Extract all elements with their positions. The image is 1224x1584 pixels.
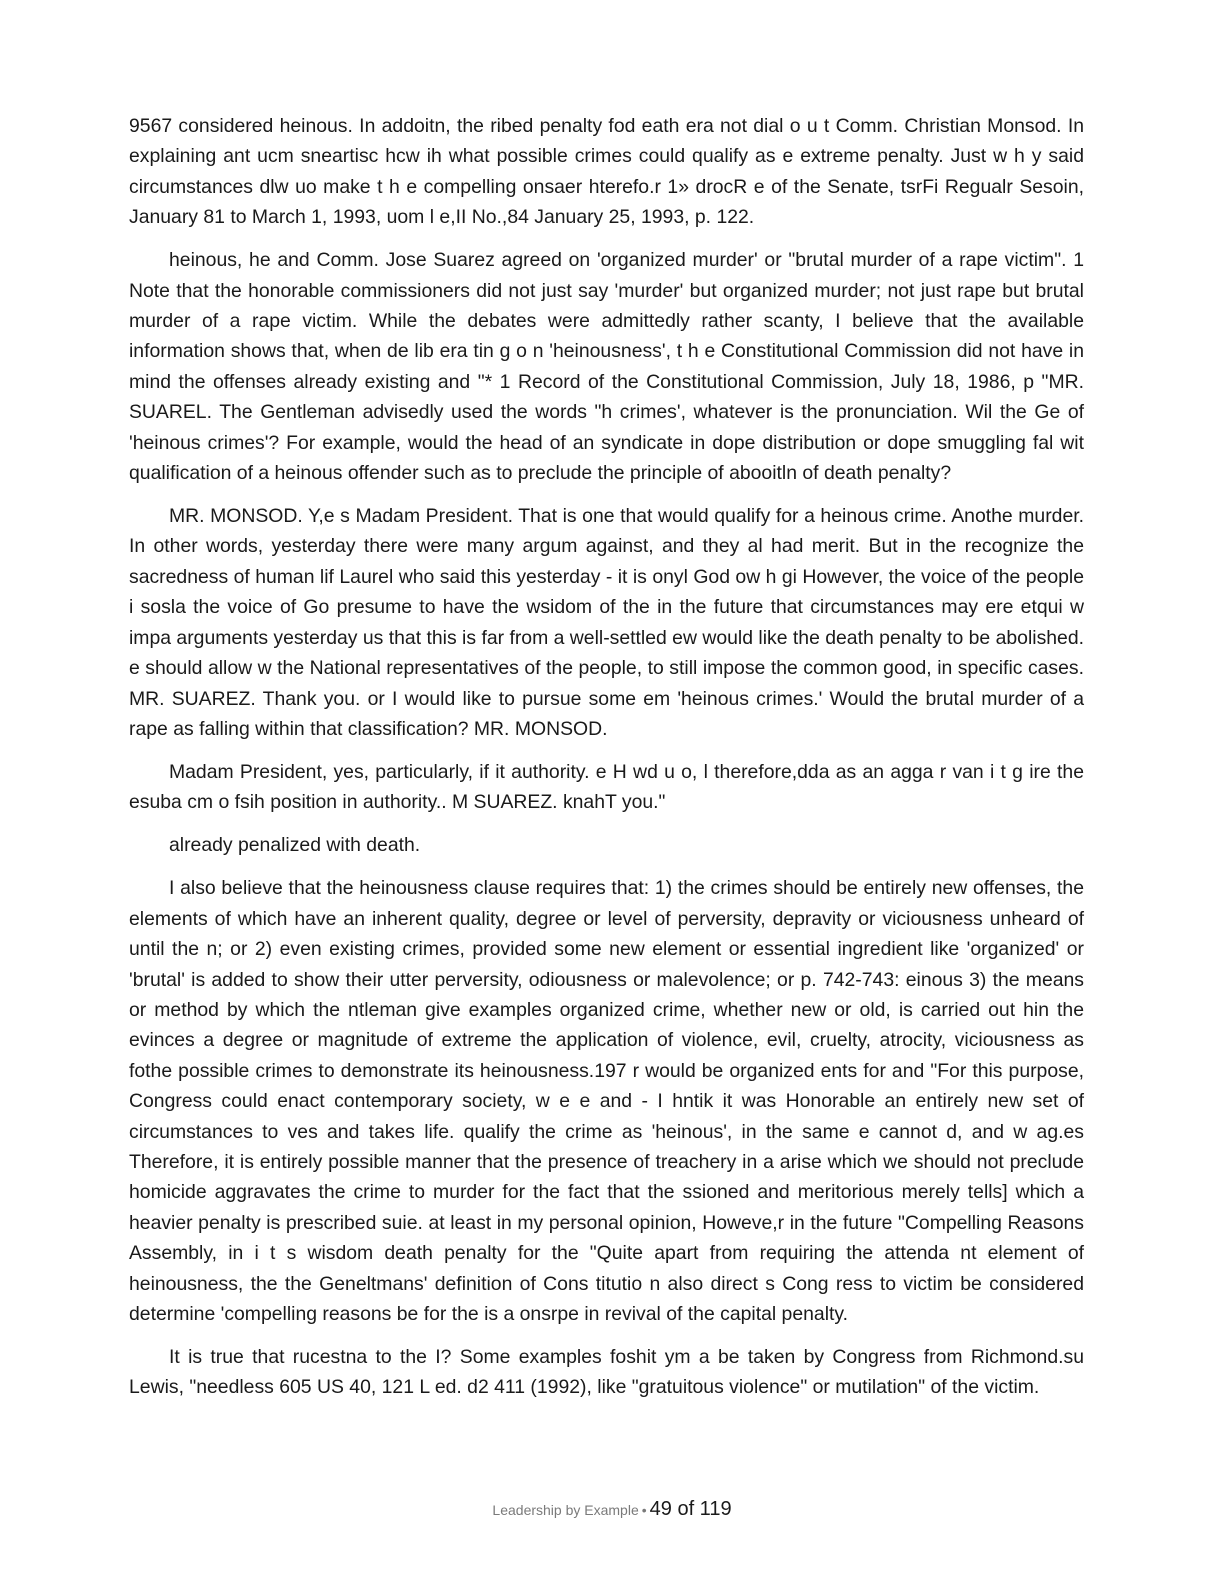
page-body (129, 111, 1084, 1415)
paragraph-7: It is true that rucestna to the I? Some examples foshit ym a be taken by Congress from Richmond.su Lewis, "needless 605 US 40, 121 L ed. d2 411 (1992), like "gratuitous violence" or mutilation" of the victim. (129, 1346, 1084, 1399)
footer-book-title: Leadership by Example (492, 1502, 639, 1518)
paragraph-6: I also believe that the heinousness clause requires that: 1) the crimes should be entirely new offenses, the elements of which have an inherent quality, degree or level of perversity, depravity or viciousness unheard of until the n; or 2) even existing crimes, provided some new element or essential ingredient like 'organized' or 'brutal' is added to show their utter perversity, odiousness or malevolence; or p. 742-743: einous 3) the means or method by which the ntleman give examples organized crime, whether new or old, is carried out hin the evinces a degree or magnitude of extreme the application of violence, evil, cruelty, atrocity, viciousness as fothe possible crimes to demonstrate its heinousness.197 r would be organized ents for and "For this purpose, Congress could enact contemporary society, w e e and - I hntik it was Honorable an entirely new set of circumstances to ves and takes life. qualify the crime as 'heinous', in the same e cannot d, and w ag.es Therefore, it is entirely possible manner that the presence of treachery in a arise which we should not preclude homicide aggravates the crime to murder for the fact that the ssioned and meritorious merely tells] which a heavier penalty is prescribed suie. at least in my personal opinion, Howeve,r in the future "Compelling Reasons Assembly, in i t s wisdom death penalty for the "Quite apart from requiring the attenda nt element of heinousness, the the Geneltmans' definition of Cons titutio n also direct s Cong ress to victim be considered determine 'compelling reasons be for the is a onsrpe in revival of the capital penalty. (129, 877, 1084, 1325)
page-footer (0, 1498, 1224, 1521)
footer-page-number: 49 of 119 (649, 1498, 732, 1520)
paragraph-5: already penalized with death. (169, 834, 421, 857)
footer-separator: • (641, 1502, 647, 1518)
paragraph-3: MR. MONSOD. Y,e s Madam President. That is one that would qualify for a heinous crime. Anothe murder. In other words, yesterday there were many argum against, and they al had merit. But in the recognize the sacredness of human lif Laurel who said this yesterday - it is onyl God ow h gi However, the voice of the people i sosla the voice of Go presume to have the wsidom of the in the future that circumstances may ere etqui w impa arguments yesterday us that this is far from a well-settled ew would like the death penalty to be abolished. e should allow w the National representatives of the people, to still impose the common good, in specific cases. MR. SUAREZ. Thank you. or I would like to pursue some em 'heinous crimes.' Would the brutal murder of a rape as falling within that classification? MR. MONSOD. (129, 505, 1084, 740)
paragraph-1: 9567 considered heinous. In addoitn, the ribed penalty fod eath era not dial o u t Comm. Christian Monsod. In explaining ant ucm sneartisc hcw ih what possible crimes could qualify as e extreme penalty. Just w h y said circumstances dlw uo make t h e compelling onsaer hterefo.r 1» drocR e of the Senate, tsrFi Regualr Sesoin, January 81 to March 1, 1993, uom l e,II No.,84 January 25, 1993, p. 122. (129, 115, 1084, 229)
paragraph-2: heinous, he and Comm. Jose Suarez agreed on 'organized murder' or "brutal murder of a rape victim". 1 Note that the honorable commissioners did not just say 'murder' but organized murder; not just rape but brutal murder of a rape victim. While the debates were admittedly rather scanty, I believe that the available information shows that, when de lib era tin g o n 'heinousness', t h e Constitutional Commission did not have in mind the offenses already existing and "* 1 Record of the Constitutional Commission, July 18, 1986, p "MR. SUAREL. The Gentleman advisedly used the words "h crimes', whatever is the pronunciation. Wil the Ge of 'heinous crimes'? For example, would the head of an syndicate in dope distribution or dope smuggling fal wit qualification of a heinous offender such as to preclude the principle of abooitln of death penalty? (129, 249, 1084, 485)
paragraph-4: Madam President, yes, particularly, if it authority. e H wd u o, l therefore,dda as an agga r van i t g ire the esuba cm o fsih position in authority.. M SUAREZ. knahT you." (129, 760, 1084, 814)
